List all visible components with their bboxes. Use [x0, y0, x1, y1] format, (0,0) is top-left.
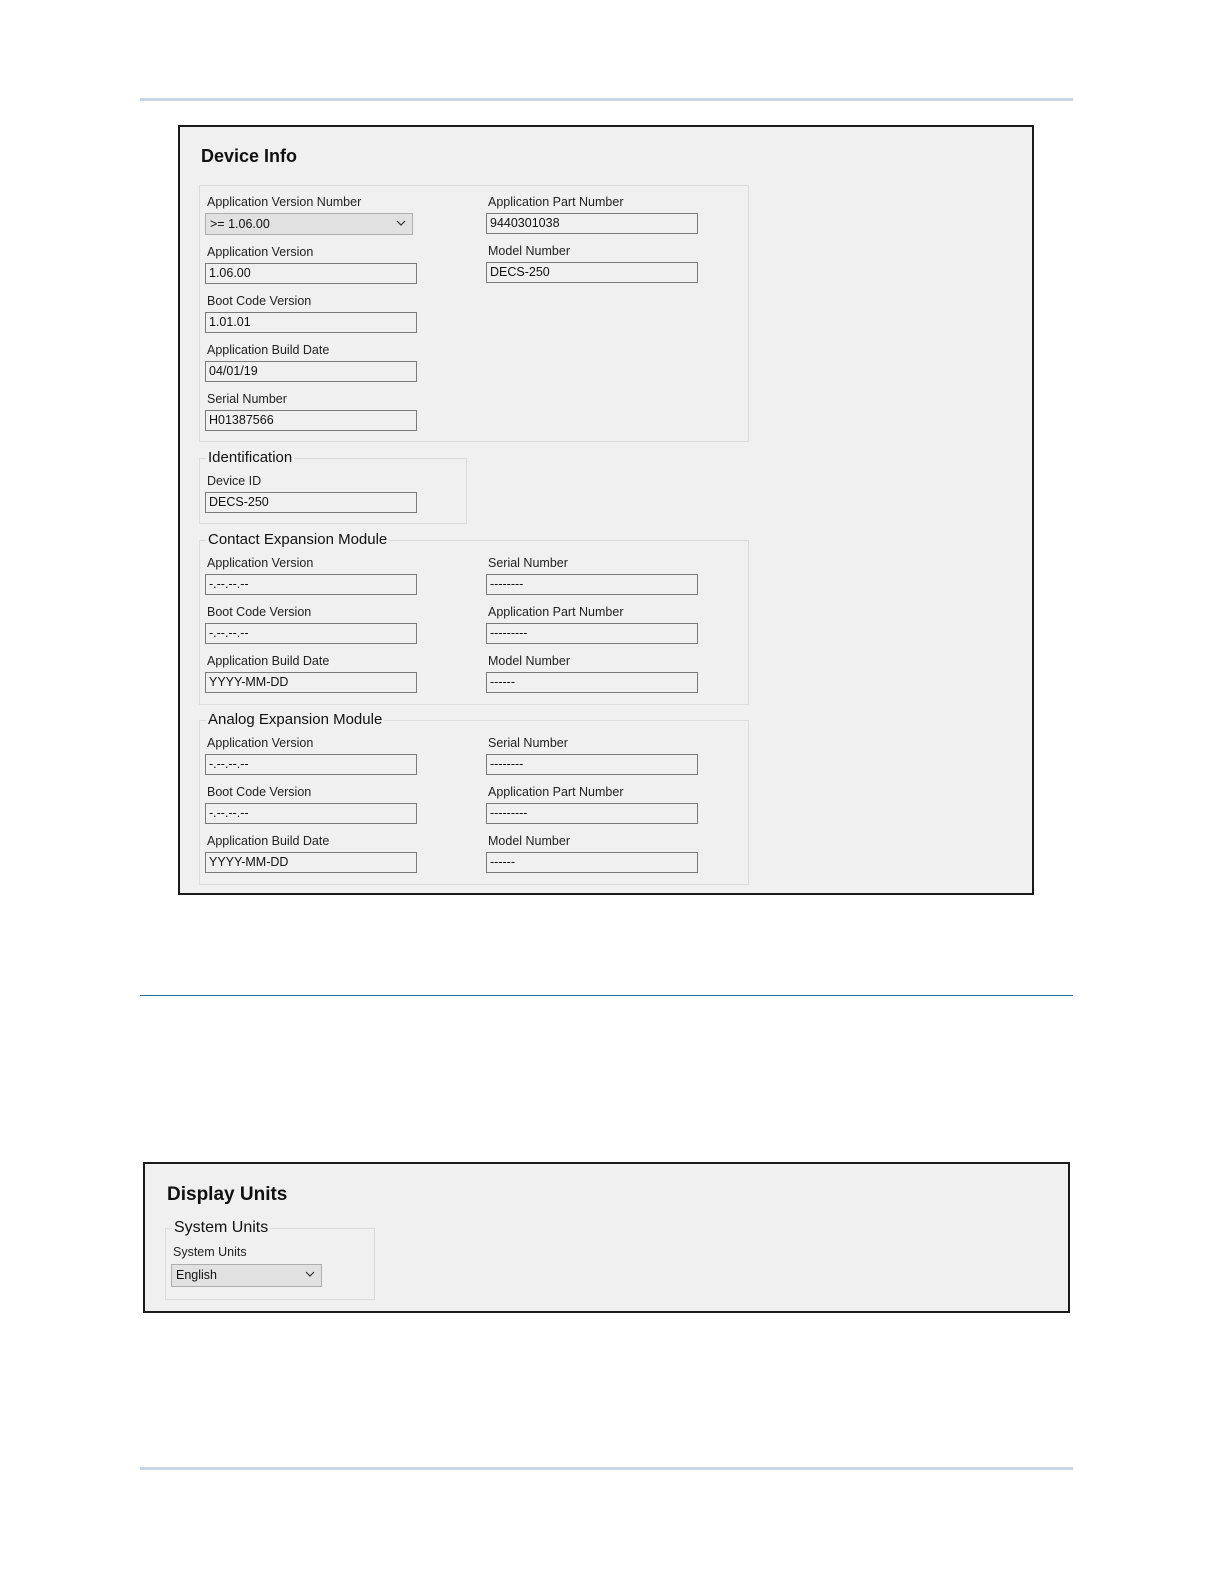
panel-title: Device Info	[201, 146, 298, 166]
top-rule	[140, 98, 1073, 101]
aem-model-label: Model Number	[488, 834, 570, 848]
cem-part-number-field[interactable]: ---------	[486, 623, 698, 644]
aem-app-version-label: Application Version	[207, 736, 314, 750]
chevron-down-icon	[305, 1271, 315, 1278]
cem-serial-label: Serial Number	[488, 556, 568, 570]
analog-expansion-group	[199, 711, 749, 885]
aem-part-number-label: Application Part Number	[488, 785, 624, 799]
boot-code-label: Boot Code Version	[207, 294, 312, 308]
app-part-number-field[interactable]: 9440301038	[486, 213, 698, 234]
cem-serial-field[interactable]: --------	[486, 574, 698, 595]
system-units-legend: System Units	[174, 1219, 269, 1236]
serial-number-field[interactable]: H01387566	[205, 410, 417, 431]
serial-number-label: Serial Number	[207, 392, 287, 406]
section-rule	[140, 995, 1073, 996]
device-info-group	[199, 185, 749, 442]
cem-model-field[interactable]: ------	[486, 672, 698, 693]
contact-expansion-legend: Contact Expansion Module	[208, 531, 388, 548]
cem-boot-code-field[interactable]: -.--.--.--	[205, 623, 417, 644]
aem-build-date-field[interactable]: YYYY-MM-DD	[205, 852, 417, 873]
system-units-dropdown[interactable]	[171, 1264, 322, 1287]
boot-code-field[interactable]: 1.01.01	[205, 312, 417, 333]
app-version-number-dropdown[interactable]	[205, 213, 413, 235]
model-number-field[interactable]: DECS-250	[486, 262, 698, 283]
cem-app-version-field[interactable]: -.--.--.--	[205, 574, 417, 595]
dropdown-value: English	[176, 1268, 217, 1282]
panel-title: Display Units	[167, 1184, 288, 1205]
aem-boot-code-field[interactable]: -.--.--.--	[205, 803, 417, 824]
aem-build-date-label: Application Build Date	[207, 834, 330, 848]
app-version-number-label: Application Version Number	[207, 195, 362, 209]
model-number-label: Model Number	[488, 244, 570, 258]
analog-expansion-legend: Analog Expansion Module	[208, 711, 383, 728]
build-date-label: Application Build Date	[207, 343, 330, 357]
cem-app-version-label: Application Version	[207, 556, 314, 570]
device-id-label: Device ID	[207, 474, 262, 488]
app-version-label: Application Version	[207, 245, 314, 259]
identification-legend: Identification	[208, 449, 293, 466]
bottom-rule	[140, 1467, 1073, 1470]
system-units-label: System Units	[173, 1245, 247, 1259]
aem-serial-label: Serial Number	[488, 736, 568, 750]
dropdown-value: >= 1.06.00	[210, 217, 270, 231]
cem-build-date-label: Application Build Date	[207, 654, 330, 668]
app-version-field[interactable]: 1.06.00	[205, 263, 417, 284]
device-info-panel	[178, 125, 1034, 895]
system-units-group	[165, 1219, 375, 1300]
build-date-field[interactable]: 04/01/19	[205, 361, 417, 382]
aem-boot-code-label: Boot Code Version	[207, 785, 312, 799]
identification-group	[199, 449, 467, 524]
chevron-down-icon	[396, 220, 406, 227]
device-id-field[interactable]: DECS-250	[205, 492, 417, 513]
aem-part-number-field[interactable]: ---------	[486, 803, 698, 824]
display-units-panel	[143, 1162, 1070, 1313]
cem-build-date-field[interactable]: YYYY-MM-DD	[205, 672, 417, 693]
cem-boot-code-label: Boot Code Version	[207, 605, 312, 619]
app-part-number-label: Application Part Number	[488, 195, 624, 209]
contact-expansion-group	[199, 531, 749, 705]
aem-model-field[interactable]: ------	[486, 852, 698, 873]
aem-app-version-field[interactable]: -.--.--.--	[205, 754, 417, 775]
cem-part-number-label: Application Part Number	[488, 605, 624, 619]
aem-serial-field[interactable]: --------	[486, 754, 698, 775]
cem-model-label: Model Number	[488, 654, 570, 668]
